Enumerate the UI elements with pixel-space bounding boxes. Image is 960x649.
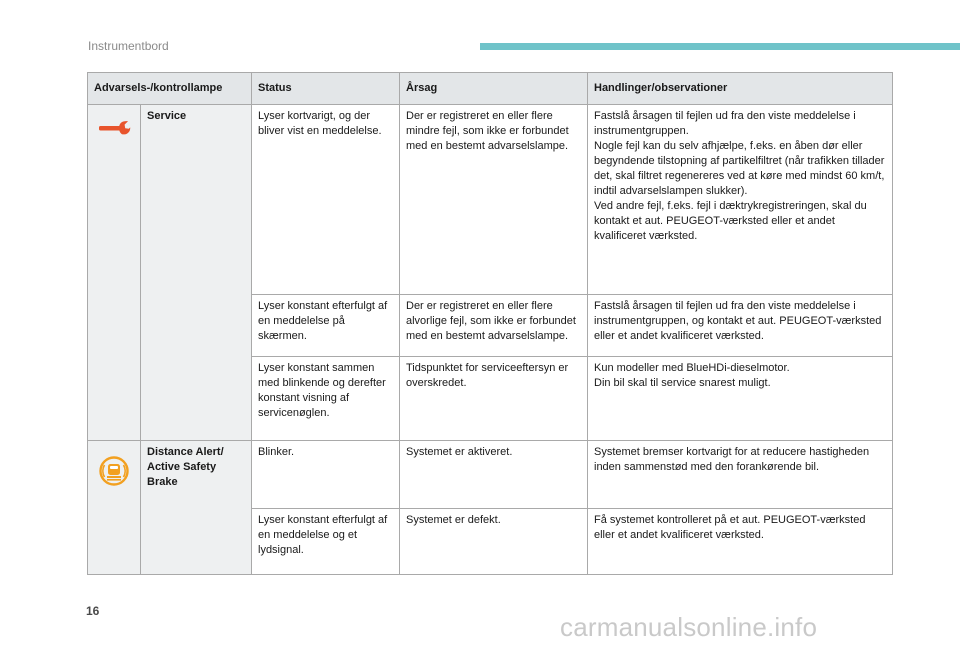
service-lamp-cell — [88, 105, 141, 441]
action-cell: Fastslå årsagen til fejlen ud fra den viste meddelelse i instrumentgruppen, og kontakt et aut. PEUGEOT-værksted eller et andet kvalificeret værksted. — [588, 295, 893, 357]
table-header-row — [88, 73, 893, 105]
cause-cell: Der er registreret en eller flere alvorlige fejl, som ikke er forbundet med en bestemt advarselslampe. — [400, 295, 588, 357]
action-cell: Kun modeller med BlueHDi-dieselmotor. Din bil skal til service snarest muligt. — [588, 357, 893, 441]
cause-cell: Tidspunktet for serviceeftersyn er overskredet. — [400, 357, 588, 441]
cause-cell: Systemet er aktiveret. — [400, 441, 588, 509]
warning-lights-table — [87, 72, 893, 575]
status-cell: Lyser konstant efterfulgt af en meddelelse og et lydsignal. — [252, 509, 400, 575]
action-cell: Få systemet kontrolleret på et aut. PEUGEOT-værksted eller et andet kvalificeret værksted. — [588, 509, 893, 575]
watermark: carmanualsonline.info — [560, 612, 818, 642]
column-header-status: Status — [252, 73, 400, 105]
action-cell: Systemet bremser kortvarigt for at reducere hastigheden inden sammenstød med den forankørende bil. — [588, 441, 893, 509]
column-header-actions: Handlinger/observationer — [588, 73, 893, 105]
wrench-icon — [97, 128, 131, 140]
table-row — [88, 441, 893, 509]
page-number: 16 — [86, 604, 100, 618]
action-cell: Fastslå årsagen til fejlen ud fra den viste meddelelse i instrumentgruppen. Nogle fejl kan du selv afhjælpe, f.eks. en åben dør eller begyndende tilstopning af partikelfiltret (når trafikken tillader det, skal filtret regenereres ved at køre med mindst 60 km/t, indtil advarselslampen slukker). Ved andre fejl, f.eks. fejl i dæktrykregistreringen, skal du kontakt et aut. PEUGEOT-værksted eller et andet kvalificeret værksted. — [588, 105, 893, 295]
section-title: Instrumentbord — [88, 39, 169, 53]
column-header-lamp: Advarsels-/kontrollampe — [88, 73, 252, 105]
status-cell: Lyser kortvarigt, og der bliver vist en meddelelse. — [252, 105, 400, 295]
status-cell: Lyser konstant sammen med blinkende og derefter konstant visning af servicenøglen. — [252, 357, 400, 441]
lamp-name-distance-alert: Distance Alert/ Active Safety Brake — [141, 441, 252, 575]
cause-cell: Systemet er defekt. — [400, 509, 588, 575]
status-cell: Lyser konstant efterfulgt af en meddelelse på skærmen. — [252, 295, 400, 357]
header-accent-bar — [480, 43, 960, 50]
distance-alert-lamp-cell — [88, 441, 141, 575]
table-row — [88, 105, 893, 295]
lamp-name-service: Service — [141, 105, 252, 441]
column-header-cause: Årsag — [400, 73, 588, 105]
distance-alert-icon — [98, 478, 130, 490]
cause-cell: Der er registreret en eller flere mindre fejl, som ikke er forbundet med en bestemt advarselslampe. — [400, 105, 588, 295]
status-cell: Blinker. — [252, 441, 400, 509]
